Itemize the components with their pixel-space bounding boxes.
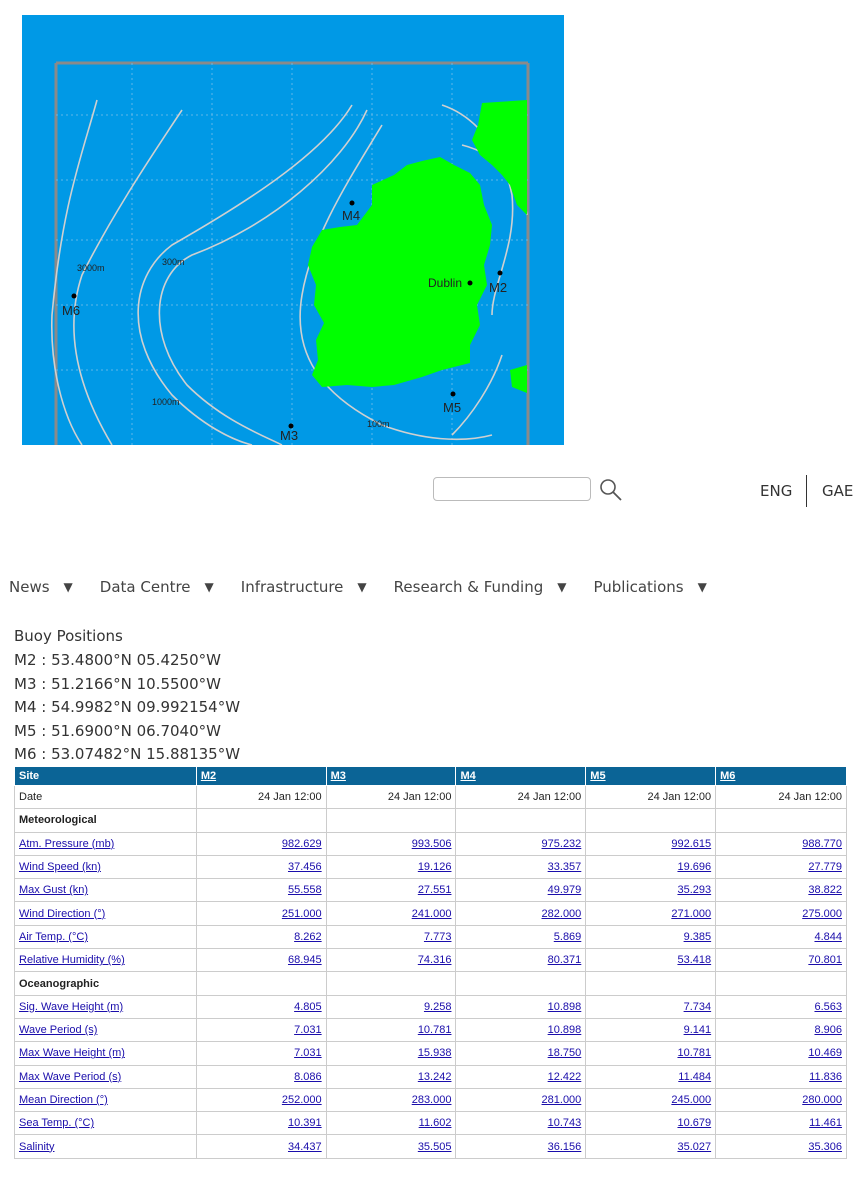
parameter-link[interactable]: Sig. Wave Height (m) bbox=[19, 1000, 124, 1013]
value-cell bbox=[716, 1112, 847, 1135]
empty-cell bbox=[586, 972, 716, 995]
column-header-m3 bbox=[326, 767, 456, 786]
row-label-cell bbox=[15, 1112, 197, 1135]
row-label-cell bbox=[15, 1088, 197, 1111]
column-header-m2 bbox=[196, 767, 326, 786]
value-link[interactable]: 282.000 bbox=[541, 907, 582, 920]
map-contour-label: 100m bbox=[367, 419, 390, 429]
table-row bbox=[15, 1042, 847, 1065]
value-link[interactable]: 15.938 bbox=[417, 1047, 452, 1060]
value-link[interactable]: 6.563 bbox=[814, 1000, 842, 1013]
nav-item-data-centre[interactable] bbox=[100, 578, 214, 596]
table-row bbox=[15, 995, 847, 1018]
value-cell bbox=[326, 832, 456, 855]
column-header-m4 bbox=[456, 767, 586, 786]
value-link[interactable]: 8.262 bbox=[294, 930, 322, 943]
value-cell bbox=[196, 902, 326, 925]
value-cell bbox=[456, 1018, 586, 1041]
parameter-link[interactable]: Relative Humidity (%) bbox=[19, 954, 125, 967]
table-row bbox=[15, 1112, 847, 1135]
value-cell bbox=[456, 902, 586, 925]
map-label-dublin: Dublin bbox=[428, 276, 463, 290]
value-link[interactable]: 9.141 bbox=[683, 1024, 712, 1037]
value-cell bbox=[586, 925, 716, 948]
value-link[interactable]: 13.242 bbox=[417, 1070, 452, 1083]
value-link[interactable]: 10.469 bbox=[808, 1047, 842, 1060]
value-cell bbox=[586, 1018, 716, 1041]
value-cell bbox=[586, 832, 716, 855]
buoy-position-m2: M2 : 53.4800°N 05.4250°W bbox=[14, 651, 221, 669]
table-body bbox=[15, 786, 847, 1159]
empty-cell bbox=[456, 809, 586, 832]
value-link[interactable]: 280.000 bbox=[802, 1094, 842, 1106]
value-link[interactable]: 281.000 bbox=[541, 1094, 582, 1106]
table-row bbox=[15, 855, 847, 878]
value-link[interactable]: 7.031 bbox=[294, 1024, 322, 1037]
value-cell bbox=[456, 925, 586, 948]
table-section-row bbox=[15, 809, 847, 832]
map-label-m6: M6 bbox=[62, 303, 81, 318]
table-row bbox=[15, 1088, 847, 1111]
value-cell bbox=[456, 995, 586, 1018]
value-cell bbox=[586, 1112, 716, 1135]
value-link[interactable]: 37.456 bbox=[287, 861, 322, 874]
value-link[interactable]: 975.232 bbox=[541, 837, 582, 850]
map-contour-label: 300m bbox=[162, 257, 185, 267]
value-cell bbox=[586, 1088, 716, 1111]
parameter-link[interactable]: Salinity bbox=[19, 1140, 55, 1153]
caret-down-icon: ▼ bbox=[357, 580, 367, 594]
value-cell bbox=[586, 1042, 716, 1065]
value-link[interactable]: 34.437 bbox=[287, 1140, 322, 1153]
table-header-row bbox=[15, 767, 847, 786]
nav-item-label: Infrastructure bbox=[240, 578, 344, 596]
value-cell bbox=[196, 995, 326, 1018]
value-link[interactable]: 36.156 bbox=[547, 1140, 582, 1153]
empty-cell bbox=[716, 809, 847, 832]
value-link[interactable]: 11.602 bbox=[418, 1117, 452, 1130]
value-cell bbox=[326, 879, 456, 902]
value-link[interactable]: 12.422 bbox=[547, 1070, 582, 1083]
row-label-cell bbox=[15, 1135, 197, 1158]
date-cell: 24 Jan 12:00 bbox=[326, 786, 456, 809]
row-label-cell bbox=[15, 995, 197, 1018]
table-row bbox=[15, 879, 847, 902]
value-cell bbox=[196, 1112, 326, 1135]
buoy-positions bbox=[14, 626, 240, 767]
value-link[interactable]: 27.779 bbox=[808, 861, 842, 874]
value-link[interactable]: 10.679 bbox=[677, 1117, 712, 1130]
value-link[interactable]: 53.418 bbox=[677, 954, 712, 967]
value-link[interactable]: 11.461 bbox=[809, 1117, 842, 1130]
value-link[interactable]: 4.805 bbox=[294, 1000, 322, 1013]
parameter-link[interactable]: Max Wave Height (m) bbox=[19, 1047, 125, 1060]
value-cell bbox=[326, 902, 456, 925]
lang-eng-link[interactable]: ENG bbox=[760, 482, 793, 500]
site-link-m2[interactable]: M2 bbox=[200, 770, 217, 782]
search-icon bbox=[598, 477, 624, 503]
empty-cell bbox=[326, 809, 456, 832]
parameter-link[interactable]: Air Temp. (°C) bbox=[19, 930, 88, 943]
row-label-cell bbox=[15, 949, 197, 972]
value-link[interactable]: 271.000 bbox=[671, 907, 712, 920]
map-contour-label: 3000m bbox=[77, 263, 105, 273]
value-link[interactable]: 4.844 bbox=[814, 930, 842, 943]
value-cell bbox=[456, 949, 586, 972]
buoy-position-m3: M3 : 51.2166°N 10.5500°W bbox=[14, 674, 221, 693]
nav-item-research-funding[interactable] bbox=[394, 578, 567, 596]
empty-cell bbox=[716, 972, 847, 995]
value-link[interactable]: 8.906 bbox=[814, 1024, 842, 1037]
empty-cell bbox=[586, 809, 716, 832]
value-cell bbox=[196, 1088, 326, 1111]
nav-item-label: News bbox=[9, 578, 50, 596]
value-cell bbox=[196, 1018, 326, 1041]
value-link[interactable]: 9.385 bbox=[683, 930, 712, 943]
table-row bbox=[15, 1065, 847, 1088]
value-link[interactable]: 7.734 bbox=[683, 1000, 712, 1013]
parameter-link[interactable]: Atm. Pressure (mb) bbox=[19, 837, 115, 850]
value-link[interactable]: 70.801 bbox=[808, 954, 842, 967]
value-cell bbox=[456, 1042, 586, 1065]
date-cell: 24 Jan 12:00 bbox=[196, 786, 326, 809]
parameter-link[interactable]: Sea Temp. (°C) bbox=[19, 1117, 95, 1130]
row-label-cell bbox=[15, 1065, 197, 1088]
value-link[interactable]: 993.506 bbox=[411, 837, 452, 850]
value-link[interactable]: 283.000 bbox=[411, 1094, 452, 1106]
nav-item-news[interactable] bbox=[9, 578, 73, 596]
value-cell bbox=[196, 1135, 326, 1158]
nav-item-label: Research & Funding bbox=[393, 578, 544, 596]
value-link[interactable]: 38.822 bbox=[808, 884, 842, 897]
value-link[interactable]: 49.979 bbox=[547, 884, 582, 897]
value-cell bbox=[716, 1135, 847, 1158]
value-cell bbox=[716, 832, 847, 855]
value-cell bbox=[326, 925, 456, 948]
value-cell bbox=[456, 1112, 586, 1135]
value-link[interactable]: 35.293 bbox=[677, 884, 712, 897]
value-cell bbox=[196, 925, 326, 948]
site-link-m4[interactable]: M4 bbox=[460, 770, 476, 782]
lang-divider bbox=[806, 475, 807, 507]
value-cell bbox=[716, 1088, 847, 1111]
value-link[interactable]: 80.371 bbox=[547, 954, 582, 967]
map-label-m3: M3 bbox=[280, 428, 299, 443]
map-label-m4: M4 bbox=[342, 208, 361, 223]
value-cell bbox=[326, 1065, 456, 1088]
empty-cell bbox=[456, 972, 586, 995]
value-link[interactable]: 11.484 bbox=[678, 1070, 712, 1083]
value-cell bbox=[716, 1042, 847, 1065]
row-label-cell bbox=[15, 1042, 197, 1065]
value-link[interactable]: 982.629 bbox=[281, 837, 322, 850]
value-cell bbox=[586, 1065, 716, 1088]
search-button[interactable] bbox=[598, 477, 624, 503]
value-link[interactable]: 8.086 bbox=[294, 1070, 322, 1083]
row-label-cell bbox=[15, 1018, 197, 1041]
buoy-positions-title: Buoy Positions bbox=[14, 627, 123, 645]
value-cell bbox=[456, 879, 586, 902]
value-cell bbox=[326, 855, 456, 878]
value-cell bbox=[456, 1065, 586, 1088]
value-cell bbox=[716, 949, 847, 972]
parameter-link[interactable]: Max Wave Period (s) bbox=[19, 1070, 122, 1083]
value-link[interactable]: 10.781 bbox=[677, 1047, 712, 1060]
value-link[interactable]: 7.773 bbox=[423, 930, 452, 943]
value-cell bbox=[716, 925, 847, 948]
row-label-cell bbox=[15, 832, 197, 855]
value-link[interactable]: 35.306 bbox=[808, 1140, 842, 1153]
parameter-link[interactable]: Wave Period (s) bbox=[19, 1024, 98, 1037]
value-link[interactable]: 10.743 bbox=[547, 1117, 582, 1130]
table-row bbox=[15, 832, 847, 855]
value-cell bbox=[456, 1088, 586, 1111]
search-input[interactable] bbox=[433, 477, 591, 501]
value-link[interactable]: 251.000 bbox=[281, 907, 322, 920]
value-link[interactable]: 7.031 bbox=[294, 1047, 322, 1060]
buoy-data-table bbox=[14, 766, 847, 1159]
value-link[interactable]: 19.696 bbox=[677, 861, 712, 874]
main-nav bbox=[9, 578, 734, 596]
nav-item-infrastructure[interactable] bbox=[241, 578, 367, 596]
value-link[interactable]: 74.316 bbox=[417, 954, 452, 967]
table-row-date bbox=[15, 786, 847, 809]
value-cell bbox=[716, 1065, 847, 1088]
value-link[interactable]: 10.391 bbox=[287, 1117, 322, 1130]
value-cell bbox=[716, 1018, 847, 1041]
buoy-position-m6: M6 : 53.07482°N 15.88135°W bbox=[14, 745, 241, 763]
value-link[interactable]: 10.898 bbox=[547, 1000, 582, 1013]
value-cell bbox=[196, 855, 326, 878]
value-link[interactable]: 10.898 bbox=[547, 1024, 582, 1037]
caret-down-icon: ▼ bbox=[697, 580, 707, 594]
map-label-m2: M2 bbox=[489, 280, 508, 295]
site-link-m3[interactable]: M3 bbox=[330, 770, 346, 782]
table-row bbox=[15, 925, 847, 948]
value-cell bbox=[586, 995, 716, 1018]
value-cell bbox=[326, 1042, 456, 1065]
value-cell bbox=[586, 879, 716, 902]
value-link[interactable]: 19.126 bbox=[417, 861, 452, 874]
value-link[interactable]: 33.357 bbox=[547, 861, 582, 874]
parameter-link[interactable]: Mean Direction (°) bbox=[19, 1094, 108, 1106]
value-cell bbox=[326, 1088, 456, 1111]
value-cell bbox=[326, 995, 456, 1018]
value-cell bbox=[716, 995, 847, 1018]
row-label-cell bbox=[15, 925, 197, 948]
value-link[interactable]: 241.000 bbox=[411, 907, 452, 920]
value-cell bbox=[586, 1135, 716, 1158]
value-cell bbox=[716, 902, 847, 925]
row-label-cell bbox=[15, 902, 197, 925]
parameter-link[interactable]: Max Gust (kn) bbox=[19, 884, 89, 897]
value-cell bbox=[326, 1018, 456, 1041]
table-section-row bbox=[15, 972, 847, 995]
value-cell bbox=[586, 949, 716, 972]
site-link-m5[interactable]: M5 bbox=[590, 770, 606, 782]
empty-cell bbox=[196, 809, 326, 832]
column-header-m6 bbox=[716, 767, 847, 786]
value-link[interactable]: 992.615 bbox=[671, 837, 712, 850]
section-title: Oceanographic bbox=[15, 972, 197, 995]
value-link[interactable]: 988.770 bbox=[802, 837, 842, 850]
value-link[interactable]: 35.027 bbox=[677, 1140, 712, 1153]
value-link[interactable]: 10.781 bbox=[417, 1024, 452, 1037]
map-contour-label: 1000m bbox=[152, 397, 180, 407]
buoy-position-m4: M4 : 54.9982°N 09.992154°W bbox=[14, 698, 241, 716]
value-link[interactable]: 18.750 bbox=[547, 1047, 582, 1060]
table-row bbox=[15, 949, 847, 972]
value-link[interactable]: 27.551 bbox=[417, 884, 452, 897]
value-link[interactable]: 11.836 bbox=[809, 1070, 842, 1083]
caret-down-icon: ▼ bbox=[63, 580, 73, 594]
value-cell bbox=[196, 1065, 326, 1088]
map-label-m5: M5 bbox=[443, 400, 462, 415]
value-cell bbox=[456, 855, 586, 878]
parameter-link[interactable]: Wind Speed (kn) bbox=[19, 861, 101, 874]
value-cell bbox=[326, 1135, 456, 1158]
value-link[interactable]: 275.000 bbox=[802, 907, 842, 920]
buoy-position-m5: M5 : 51.6900°N 06.7040°W bbox=[14, 721, 221, 740]
empty-cell bbox=[326, 972, 456, 995]
date-cell: 24 Jan 12:00 bbox=[586, 786, 716, 809]
column-header-m5 bbox=[586, 767, 716, 786]
table-row bbox=[15, 1018, 847, 1041]
column-header-site: Site bbox=[15, 767, 197, 786]
value-link[interactable]: 35.505 bbox=[417, 1140, 452, 1153]
map-graphic bbox=[22, 15, 564, 445]
value-cell bbox=[326, 949, 456, 972]
value-link[interactable]: 55.558 bbox=[287, 884, 322, 897]
value-link[interactable]: 5.869 bbox=[553, 930, 582, 943]
table-row bbox=[15, 1135, 847, 1158]
value-cell bbox=[456, 832, 586, 855]
value-cell bbox=[716, 855, 847, 878]
row-label-cell bbox=[15, 879, 197, 902]
value-cell bbox=[196, 1042, 326, 1065]
row-label-date: Date bbox=[15, 786, 197, 809]
value-link[interactable]: 9.258 bbox=[423, 1000, 452, 1013]
caret-down-icon: ▼ bbox=[204, 580, 214, 594]
lang-gae-link[interactable]: GAE bbox=[822, 482, 854, 500]
value-link[interactable]: 68.945 bbox=[287, 954, 322, 967]
value-cell bbox=[196, 879, 326, 902]
site-link-m6[interactable]: M6 bbox=[720, 770, 736, 782]
empty-cell bbox=[196, 972, 326, 995]
value-cell bbox=[326, 1112, 456, 1135]
caret-down-icon: ▼ bbox=[557, 580, 567, 594]
date-cell: 24 Jan 12:00 bbox=[716, 786, 847, 809]
value-cell bbox=[586, 855, 716, 878]
row-label-cell bbox=[15, 855, 197, 878]
buoy-map bbox=[22, 15, 564, 445]
value-cell bbox=[196, 832, 326, 855]
nav-item-label: Publications bbox=[593, 578, 684, 596]
value-cell bbox=[456, 1135, 586, 1158]
value-cell bbox=[716, 879, 847, 902]
nav-item-publications[interactable] bbox=[593, 578, 706, 596]
table-row bbox=[15, 902, 847, 925]
value-link[interactable]: 245.000 bbox=[671, 1094, 712, 1106]
value-cell bbox=[586, 902, 716, 925]
value-cell bbox=[196, 949, 326, 972]
value-link[interactable]: 252.000 bbox=[281, 1094, 322, 1106]
nav-item-label: Data Centre bbox=[99, 578, 191, 596]
date-cell: 24 Jan 12:00 bbox=[456, 786, 586, 809]
parameter-link[interactable]: Wind Direction (°) bbox=[19, 907, 106, 920]
section-title: Meteorological bbox=[15, 809, 197, 832]
